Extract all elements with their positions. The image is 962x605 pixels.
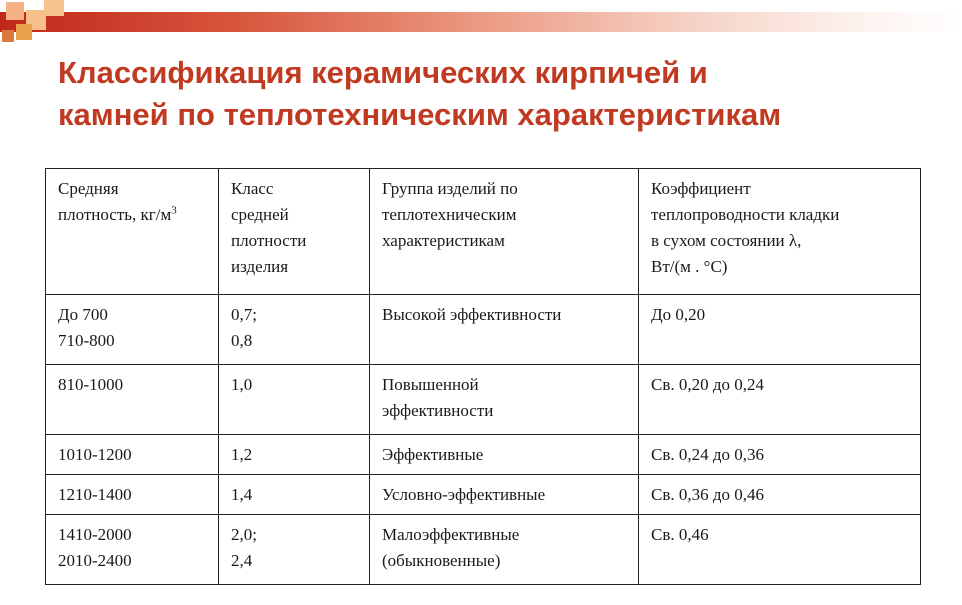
- cell-density: [46, 365, 219, 435]
- cell-line: 710-800: [58, 331, 115, 350]
- decorative-top-bar: [0, 12, 962, 32]
- header-coefficient-line: в сухом состоянии λ,: [651, 231, 802, 250]
- header-class-line: плотности: [231, 231, 307, 250]
- header-coefficient-line: теплопроводности кладки: [651, 205, 840, 224]
- classification-table: [45, 168, 921, 585]
- cell-group: [370, 515, 639, 585]
- cell-density: [46, 475, 219, 515]
- table-row: [46, 295, 921, 365]
- header-class-line: Класс: [231, 179, 274, 198]
- slide-title: [58, 52, 948, 136]
- cell-line: 1,2: [231, 445, 253, 464]
- cell-group: [370, 295, 639, 365]
- header-density-line: Средняя: [58, 179, 119, 198]
- cell-coefficient: [639, 295, 921, 365]
- table-row: [46, 435, 921, 475]
- cell-line: 0,8: [231, 331, 253, 350]
- header-group-line: Группа изделий по: [382, 179, 518, 198]
- cell-line: 1,0: [231, 375, 253, 394]
- header-class: [219, 169, 370, 295]
- header-density-unit: [58, 202, 208, 228]
- cell-line: 2,0;: [231, 525, 257, 544]
- cell-line: эффективности: [382, 401, 494, 420]
- cell-coefficient: [639, 365, 921, 435]
- table-row: [46, 365, 921, 435]
- cell-line: 1410-2000: [58, 525, 132, 544]
- cell-coefficient: [639, 475, 921, 515]
- cell-line: Условно-эффективные: [382, 485, 546, 504]
- cell-line: (обыкновенные): [382, 551, 501, 570]
- cell-density: [46, 435, 219, 475]
- cell-line: 1010-1200: [58, 445, 132, 464]
- header-density-unit-text: плотность, кг/м: [58, 205, 172, 224]
- header-coefficient-line: Вт/(м . °С): [651, 257, 728, 276]
- decorative-square: [6, 2, 24, 20]
- header-class-line: средней: [231, 205, 289, 224]
- cell-line: 2,4: [231, 551, 253, 570]
- cell-class: [219, 435, 370, 475]
- cell-line: Эффективные: [382, 445, 484, 464]
- cell-line: 2010-2400: [58, 551, 132, 570]
- cell-class: [219, 515, 370, 585]
- decorative-square: [44, 0, 64, 16]
- cell-line: Св. 0,24 до 0,36: [651, 445, 765, 464]
- table-row: [46, 515, 921, 585]
- table-row: [46, 475, 921, 515]
- cell-line: Высокой эффективности: [382, 305, 562, 324]
- cell-class: [219, 365, 370, 435]
- cell-line: Св. 0,20 до 0,24: [651, 375, 765, 394]
- cell-line: 810-1000: [58, 375, 124, 394]
- cell-line: До 0,20: [651, 305, 706, 324]
- superscript-3: 3: [171, 204, 177, 217]
- cell-line: 1,4: [231, 485, 253, 504]
- cell-class: [219, 475, 370, 515]
- header-coefficient-line: Коэффициент: [651, 179, 751, 198]
- cell-line: 1210-1400: [58, 485, 132, 504]
- cell-density: [46, 295, 219, 365]
- cell-group: [370, 475, 639, 515]
- table-header-row: [46, 169, 921, 295]
- header-group: [370, 169, 639, 295]
- decorative-square: [2, 30, 14, 42]
- slide-title-line-2: камней по теплотехническим характеристикам: [58, 97, 782, 132]
- header-group-line: характеристикам: [382, 231, 505, 250]
- cell-group: [370, 435, 639, 475]
- cell-coefficient: [639, 515, 921, 585]
- header-group-line: теплотехническим: [382, 205, 517, 224]
- cell-line: Св. 0,46: [651, 525, 709, 544]
- cell-line: До 700: [58, 305, 108, 324]
- cell-line: Повышенной: [382, 375, 479, 394]
- header-class-line: изделия: [231, 257, 289, 276]
- decorative-square: [16, 24, 32, 40]
- cell-line: Малоэффективные: [382, 525, 520, 544]
- cell-class: [219, 295, 370, 365]
- cell-density: [46, 515, 219, 585]
- slide-title-line-1: Классификация керамических кирпичей и: [58, 55, 708, 90]
- header-coefficient: [639, 169, 921, 295]
- cell-group: [370, 365, 639, 435]
- cell-coefficient: [639, 435, 921, 475]
- cell-line: Св. 0,36 до 0,46: [651, 485, 765, 504]
- header-density: [46, 169, 219, 295]
- cell-line: 0,7;: [231, 305, 257, 324]
